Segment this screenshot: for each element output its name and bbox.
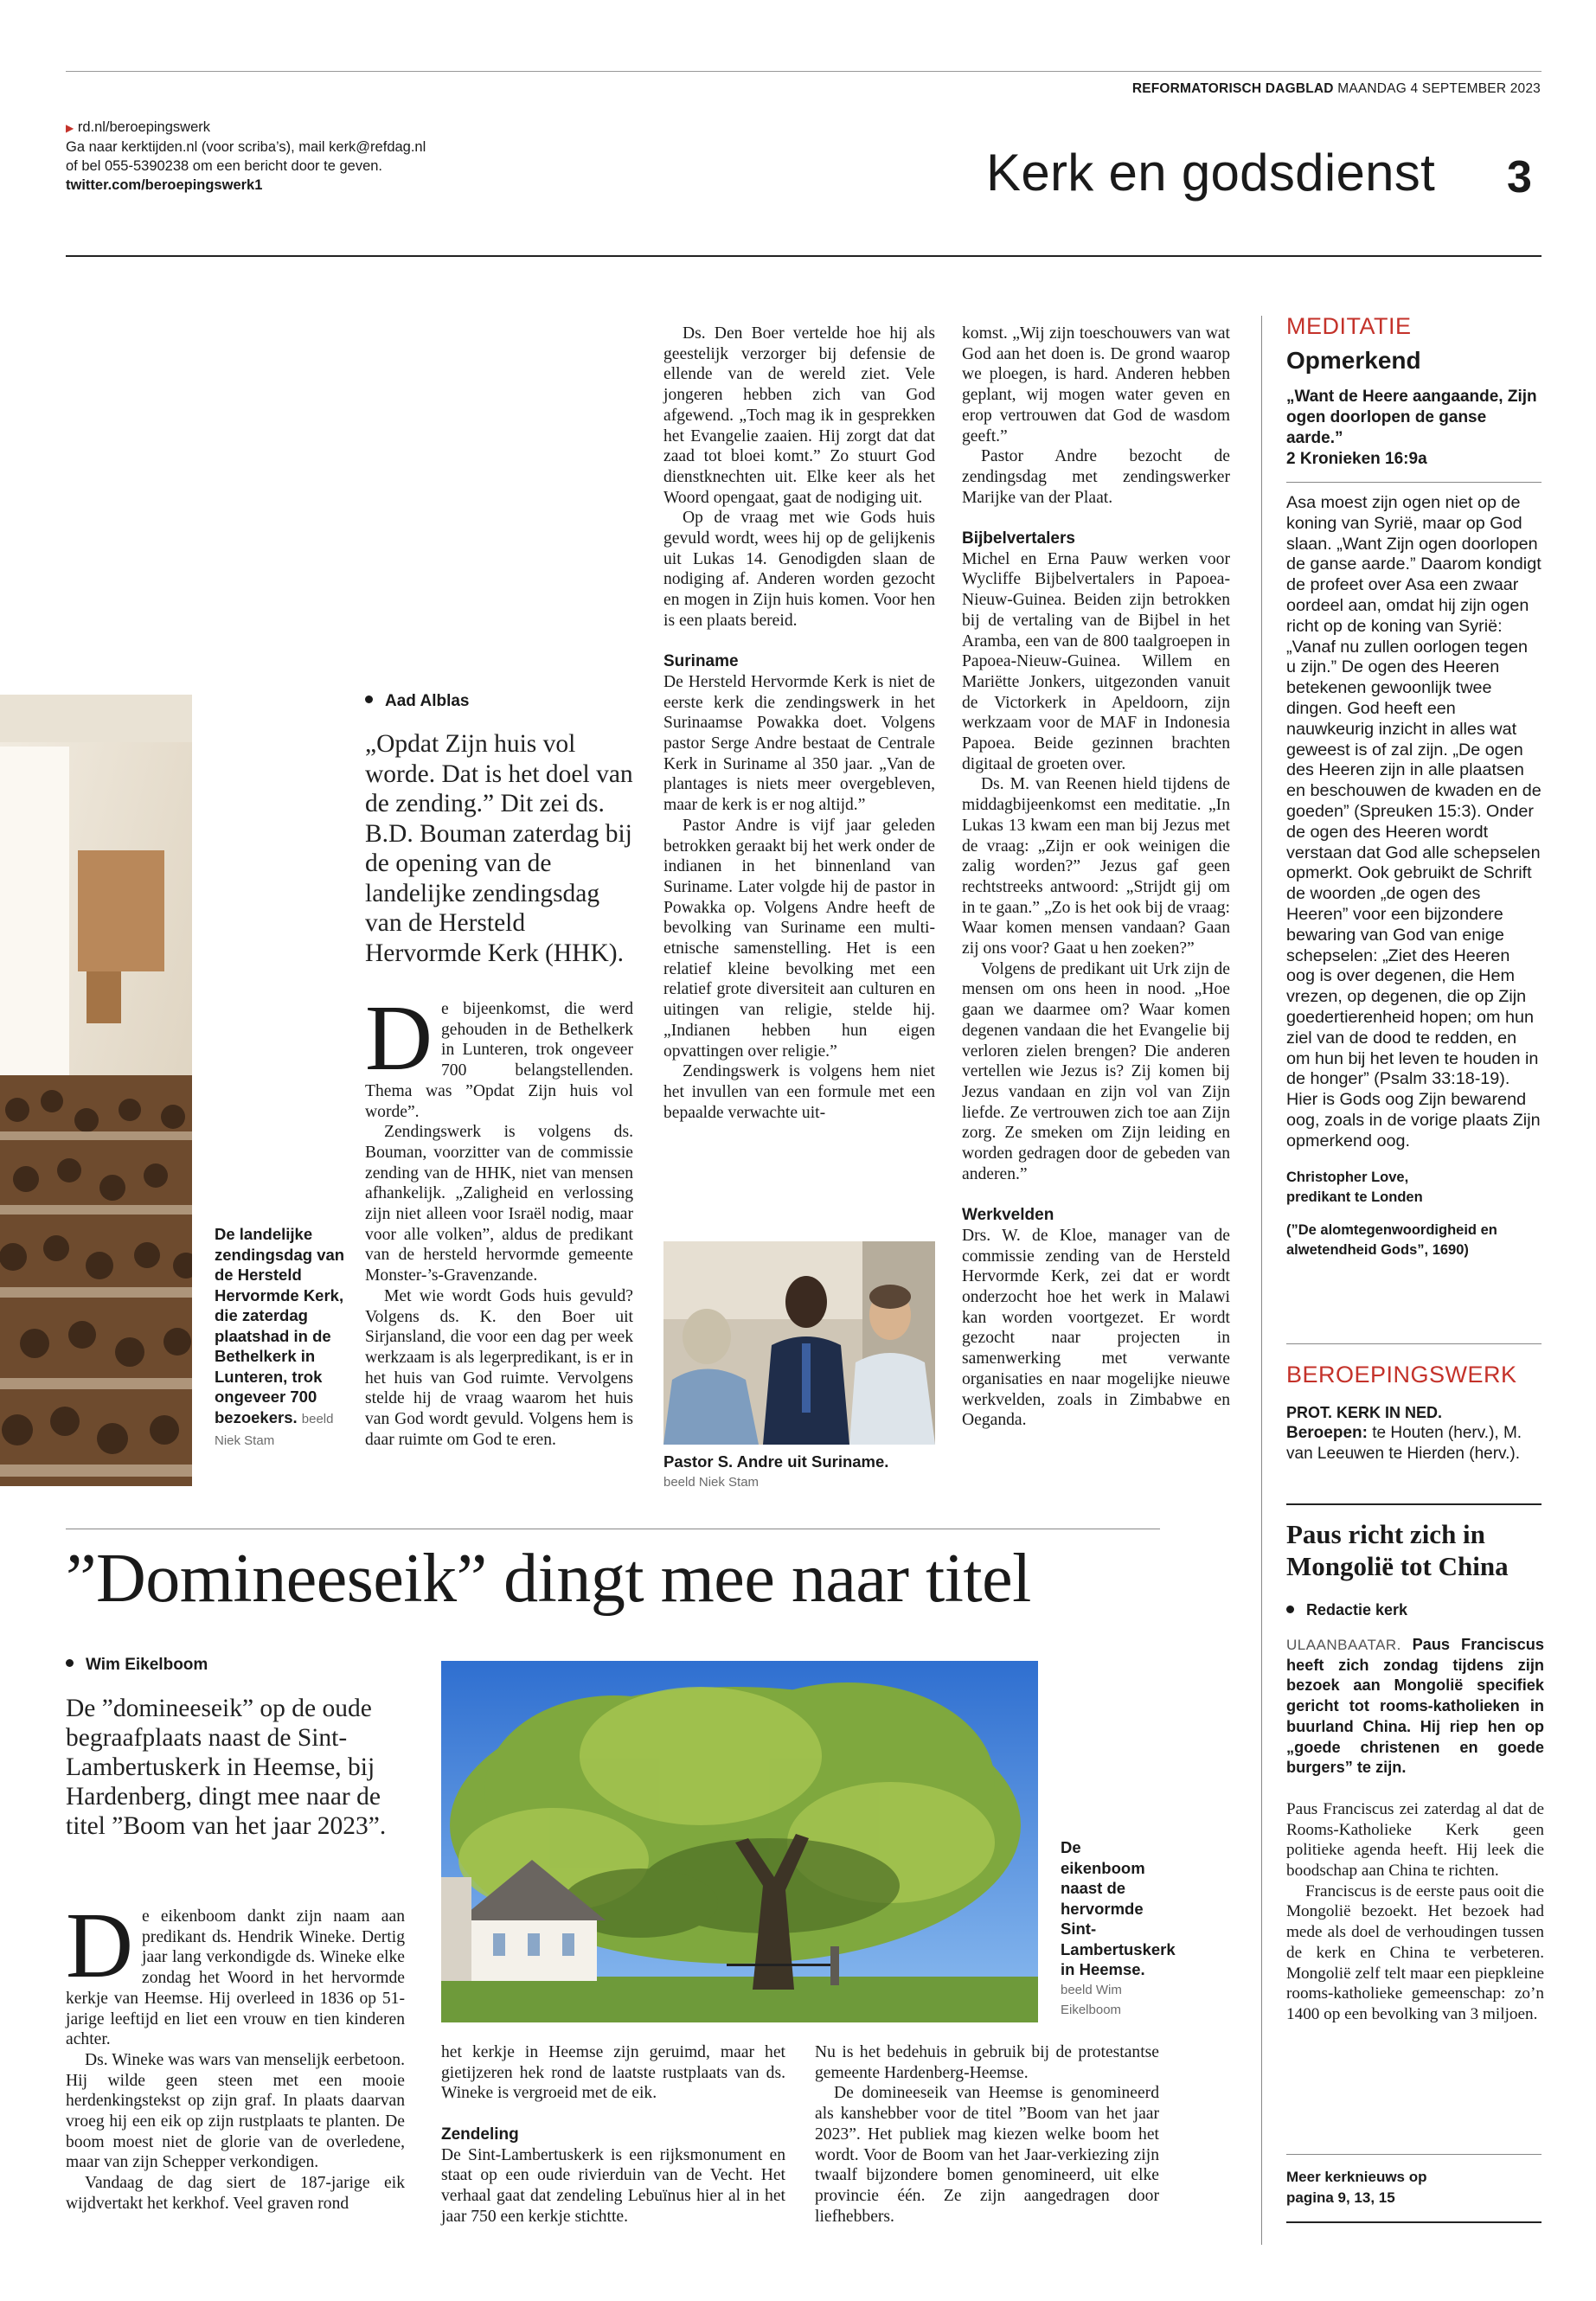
paus-byline	[1286, 1601, 1544, 1619]
article1-paragraph: Ds. M. van Reenen hield tijdens de middagbijeenkomst een meditatie. „In Lukas 13 kwam een man bij Jezus met de vraag: „Zijn er ook weinigen die zalig worden?” Jezus gaf geen rechtstreeks antwoord: „Strijdt gij om in te gaan.” „Zo is het ook bij de vraag: Waar komen mensen vandaan? Gaan zij ons voor? Gaat u hen zoeken?”	[962, 775, 1230, 958]
photo2-caption	[663, 1452, 940, 1492]
paus-paragraph: Paus Franciscus zei zaterdag al dat de Rooms-Katholieke Kerk geen politieke agenda heeft. Hij leek die boodschap aan China te richten.	[1286, 1799, 1544, 1881]
article1-paragraph: Volgens de predikant uit Urk zijn de mensen om ons heen in nood. „Hoe gaan we daarmee om? Waar komen degenen vandaan die het Evangelie bij verloren zielen brengen? Die anderen vertellen wie Jezus is? Zij komen bij Jezus vandaan en zijn vol van Zijn liefde. Ze vertrouwen zich toe aan Zijn zorg. Ze smeken om Zijn leiding en worden gedragen door de gebeden van anderen.”	[962, 959, 1230, 1183]
photo3-credit: beeld Wim Eikelboom	[1061, 1982, 1122, 2017]
article2-paragraph: De domineeseik van Heemse is genomineerd als kanshebber voor de titel ”Boom van het jaar 2023”. Het publiek mag kiezen welke boom het wordt. Voor de Boom van het Jaar-verkiezing zijn twaalf bijzondere bomen genomineerd, uit elke provincie één. Ze zijn aangedragen door liefhebbers.	[815, 2084, 1159, 2226]
header-info	[66, 118, 426, 195]
subhead-werkvelden: Werkvelden	[962, 1206, 1054, 1225]
article1-dropcap: D	[365, 987, 433, 1090]
more-news-pages: pagina 9, 13, 15	[1286, 2189, 1395, 2206]
article2-paragraph: het kerkje in Heemse zijn geruimd, maar het gietijzeren hek rond de laatste rustplaats van ds. Wineke is vergroeid met de eik.	[441, 2043, 785, 2103]
church-interior-image	[0, 695, 192, 1486]
article1-col3	[962, 324, 1230, 1431]
article2-paragraph: Vandaag de dag siert de 187-jarige eik wijdvertakt het kerkhof. Veel graven rond	[66, 2174, 405, 2213]
photo3-caption	[1061, 1837, 1176, 2021]
article1-paragraph: Michel en Erna Pauw werken voor Wycliffe Bijbelvertalers in Papoea-Nieuw-Guinea. Beiden zijn betrokken bij de vertaling van de Bijbel in het Aramba, een van de 800 taalgroepen in Papoea-Nieuw-Guinea. Willem en Mariëtte Jonkers, uitgezonden vanuit de Victorkerk in Apeldoorn, zijn werkzaam voor de MAF in Indonesia Papoea. Beide gezinnen brachten digitaal de groeten over.	[962, 549, 1230, 773]
subhead-suriname: Suriname	[663, 652, 739, 671]
oak-tree-photo	[441, 1661, 1038, 2022]
meditatie-title: Opmerkend	[1286, 347, 1421, 374]
meditatie-source: (”De alomtegenwoordigheid en alwetendheid Gods”, 1690)	[1286, 1221, 1497, 1258]
article2-lead: De ”domineeseik” op de oude begraafplaats naast de Sint-Lambertuskerk in Heemse, bij Hardenberg, dingt mee naar de titel ”Boom van het jaar 2023”.	[66, 1695, 387, 1840]
paus-paragraph: Franciscus is de eerste paus ooit die Mongolië bezoekt. Het bezoek had mede als doel de verhoudingen tussen de kerk en China te verbeteren. Mongolië zelf telt maar een piepkleine rooms-katholieke gemeenschap: zo’n 1400 op een bevolking van 3 miljoen.	[1286, 1881, 1544, 2023]
article1-paragraph: De Hersteld Hervormde Kerk is niet de eerste kerk die zendingswerk in het Surinaamse Powakka doet. Volgens pastor Serge Andre bestaat de Centrale Kerk in Suriname al 350 jaar. „Van de plantages is niets meer overgebleven, maar de kerk is er nog altijd.”	[663, 672, 935, 815]
photo2-caption-text: Pastor S. Andre uit Suriname.	[663, 1452, 889, 1471]
article1-paragraph: Met wie wordt Gods huis gevuld? Volgens ds. K. den Boer uit Sirjansland, die voor een dag per week werkzaam is als legerpredikant, is er in het huis van God ruimte. Vervolgens stelde hij de vraag waarom het huis van God wordt gevuld. Volgens hem is daar ruimte om God te eren.	[365, 1286, 633, 1449]
article1-author: Aad Alblas	[385, 692, 470, 710]
arrow-right-icon: ▶	[66, 122, 74, 134]
article2-dropcap: D	[66, 1894, 133, 1997]
meditatie-text: Asa moest zijn ogen niet op de koning van Syrië, maar op God slaan. „Want Zijn ogen doorlopen de ganse aarde.” Daarom kondigt de profeet over Asa een zwaar oordeel aan, omdat hij zijn ogen richt op de koning van Syrië: „Vanaf nu zullen oorlogen tegen u zijn.” De ogen des Heeren betekenen gewoonlijk twee dingen. God heeft een nauwkeurig inzicht in alles wat geweest is of zal zijn. „De ogen des Heeren zijn in alle plaatsen en beschouwen de kwaden en de goeden” (Spreuken 15:3). Onder de ogen des Heeren wordt verstaan dat God alle schepselen opmerkt. Ook gebruikt de Schrift de woorden „de ogen des Heeren” voor een bijzondere bewaring van God van enige schepselen: „Ziet des Heeren oog is over degenen, die Hem vrezen, op degenen, die op Zijn goedertierenheid hopen; om hun ziel van de dood te redden, en om hun bij het leven te houden in de honger” (Psalm 33:18-19). Hier is Gods oog Zijn bewarend oog, zoals in de vorige plaats Zijn opmerkend oog.	[1286, 493, 1542, 1150]
photo3-caption-text: De eikenboom naast de hervormde Sint-Lambertuskerk in Heemse.	[1061, 1838, 1176, 1978]
article1-paragraph: Pastor Andre bezocht de zendingsdag met zendingswerker Marijke van der Plaat.	[962, 447, 1230, 507]
more-news-line1: Meer kerknieuws op	[1286, 2169, 1427, 2185]
article2-author: Wim Eikelboom	[86, 1656, 208, 1674]
paus-headline: Paus richt zich in Mongolië tot China	[1286, 1519, 1509, 1581]
meditatie-box	[1286, 313, 1542, 1261]
meditatie-reference: 2 Kronieken 16:9a	[1286, 450, 1427, 468]
article1-paragraph: Ds. Den Boer vertelde hoe hij als geestelijk verzorger bij defensie de ellende van de wereld ziet. Vele jongeren hebben zich van God afgewend. „Toch mag ik in gesprekken het Evangelie zaaien. Hij zorgt dat dat zaad tot bloei komt.” Zo stuurt God dienstknechten uit. Elke keer als het Woord opengaat, gaat de nodiging uit.	[663, 324, 935, 507]
beroepen-text: te Houten (herv.), M. van Leeuwen te Hierden (herv.).	[1286, 1424, 1522, 1463]
article1-paragraph: e bijeenkomst, die werd gehouden in de Bethelkerk in Lunteren, trok ongeveer 700 belangstellenden. Thema was ”Opdat Zijn huis vol worde”.	[365, 1000, 633, 1121]
article1-paragraph: Drs. W. de Kloe, manager van de commissie zending van de Hersteld Hervormde Kerk, zei dat er wordt onderzocht hoe het werk in Malawi kan worden voortgezet. Er wordt gezocht naar projecten in samenwerking met verwante organisaties en naar mogelijke nieuwe werkvelden, zoals in Zimbabwe en Oeganda.	[962, 1226, 1230, 1430]
church-name: PROT. KERK IN NED.	[1286, 1404, 1443, 1421]
masthead-line	[1132, 81, 1541, 97]
article2-paragraph: Nu is het bedehuis in gebruik bij de protestantse gemeente Hardenberg-Heemse.	[815, 2043, 1159, 2082]
pastor-image	[663, 1241, 935, 1445]
article1-col1	[365, 987, 633, 1450]
twitter-link[interactable]: twitter.com/beroepingswerk1	[66, 177, 263, 193]
article2-col2	[441, 2042, 785, 2227]
meditatie-quote: „Want de Heere aangaande, Zijn ogen doorlopen de ganse aarde.”	[1286, 388, 1537, 447]
article1-paragraph: Zendingswerk is volgens hem niet het invullen van een formule met een bepaalde verwachte uit-	[663, 1062, 935, 1122]
paus-lead: Paus Franciscus heeft zich zondag tijdens zijn bezoek aan Mongolië specifiek gericht tot rooms-katholieken in buurland China. Hij riep hen op „goede christenen en goede burgers” te zijn.	[1286, 1636, 1545, 1777]
subhead-zendeling: Zendeling	[441, 2125, 519, 2144]
article2-headline: ”Domineeseik” dingt mee naar titel	[66, 1541, 1031, 1617]
beroepingswerk-label: BEROEPINGSWERK	[1286, 1362, 1517, 1388]
article2-byline	[66, 1656, 208, 1675]
article1-col2	[663, 324, 935, 1123]
bullet-icon	[365, 695, 373, 703]
oak-tree-image	[441, 1661, 1038, 2022]
photo2-credit: beeld Niek Stam	[663, 1474, 760, 1490]
publication-name: REFORMATORISCH DAGBLAD	[1131, 81, 1334, 96]
more-news-note	[1286, 2167, 1427, 2208]
article2-paragraph: e eikenboom dankt zijn naam aan predikant ds. Hendrik Wineke. Dertig jaar lang verkondigde ds. Wineke elke zondag het Woord in het hervormde kerkje van Heemse. Hij overleed in 1836 op 51-jarige leeftijd en liet een vrouw en tien kinderen achter.	[66, 1907, 405, 2049]
subhead-bijbelvertalers: Bijbelvertalers	[962, 529, 1075, 548]
photo1-caption-text: De landelijke zendingsdag van de Hersteld Hervormde Kerk, die zaterdag plaatshad in de Bethelkerk in Lunteren, trok ongeveer 700 bezoekers.	[215, 1225, 345, 1426]
paus-author: Redactie kerk	[1306, 1601, 1408, 1618]
meditatie-author: Christopher Love,	[1286, 1169, 1409, 1185]
article2-paragraph: Ds. Wineke was wars van menselijk eerbetoon. Hij wilde geen steen met een mooie herdenkingstekst op zijn graf. In plaats daarvan vroeg hij een eik op zijn rustplaats te planten. De boom moest niet de glorie van de overledene, maar van zijn Schepper verkondigen.	[66, 2050, 405, 2172]
article1-lead: „Opdat Zijn huis vol worde. Dat is het doel van de zending.” Dit zei ds. B.D. Bouman zaterdag bij de opening van de landelijke zendingsdag van de Hersteld Hervormde Kerk (HHK).	[365, 730, 633, 967]
article2-col3	[815, 2042, 1159, 2227]
paus-dateline: ULAANBAATAR.	[1286, 1637, 1401, 1653]
bullet-icon	[66, 1659, 74, 1667]
beroepingswerk-box	[1286, 1362, 1542, 1465]
article1-paragraph: Op de vraag met wie Gods huis gevuld wordt, wees hij op de gelijkenis uit Lukas 14. Genodigden slaan de nodiging af. Anderen worden gezocht en mogen in Zijn huis komen. Voor hen is een plaats bereid.	[663, 509, 935, 630]
page-number: 3	[1507, 152, 1532, 202]
article1-byline	[365, 692, 470, 711]
meditatie-label: MEDITATIE	[1286, 313, 1412, 339]
meditatie-author-role: predikant te Londen	[1286, 1189, 1423, 1205]
paus-body	[1286, 1635, 1544, 2025]
article1-paragraph: Zendingswerk is volgens ds. Bouman, voorzitter van de commissie zending van de HHK, niet van mensen afhankelijk. „Zaligheid en verlossing zijn niet alleen voor Israël nodig, maar voor alle volken”, aldus de predikant van de hersteld hervormde gemeente Monster-’s-Gravenzande.	[365, 1123, 633, 1285]
info-line-1: Ga naar kerktijden.nl (voor scriba’s), mail kerk@refdag.nl	[66, 139, 426, 155]
article2-paragraph: De Sint-Lambertuskerk is een rijksmonument en staat op een oude rivierduin van de Vecht. Het verhaal gaat dat zendeling Lebuïnus hier al in het jaar 750 een kerkje stichtte.	[441, 2145, 785, 2226]
bullet-icon	[1286, 1606, 1294, 1613]
church-interior-photo	[0, 695, 192, 1486]
section-title: Kerk en godsdienst	[986, 144, 1436, 202]
article2-col1	[66, 1894, 405, 2214]
photo1-caption	[215, 1224, 349, 1452]
photo1-credit: beeld Niek Stam	[215, 1411, 334, 1448]
info-line-2: of bel 055-5390238 om een bericht door te geven.	[66, 158, 383, 174]
article1-paragraph: komst. „Wij zijn toeschouwers van wat God aan het doen is. De grond waarop we ploegen, is hard. Anderen hebben geplant, wij mogen water geven en erop vertrouwen dat God de wasdom geeft.”	[962, 324, 1230, 445]
beroepingswerk-link[interactable]: rd.nl/beroepingswerk	[77, 119, 210, 135]
paus-article	[1286, 1518, 1544, 2025]
article1-paragraph: Pastor Andre is vijf jaar geleden betrokken geraakt bij het werk onder de indianen in het binnenland van Suriname. Later volgde hij de pastor in Powakka op. Volgens Andre heeft de bevolking van Suriname een multi-etnische samenstelling. Het is een relatief kleine bevolking met een relatief grote diversiteit aan culturen en uitingen van religie, stelde hij. „Indianen hebben hun eigen opvattingen over religie.”	[663, 816, 935, 1061]
beroepen-line	[1286, 1423, 1542, 1465]
publication-date: MAANDAG 4 SEPTEMBER 2023	[1337, 81, 1541, 96]
pastor-photo	[663, 1241, 935, 1445]
beroepen-label: Beroepen:	[1286, 1424, 1368, 1442]
